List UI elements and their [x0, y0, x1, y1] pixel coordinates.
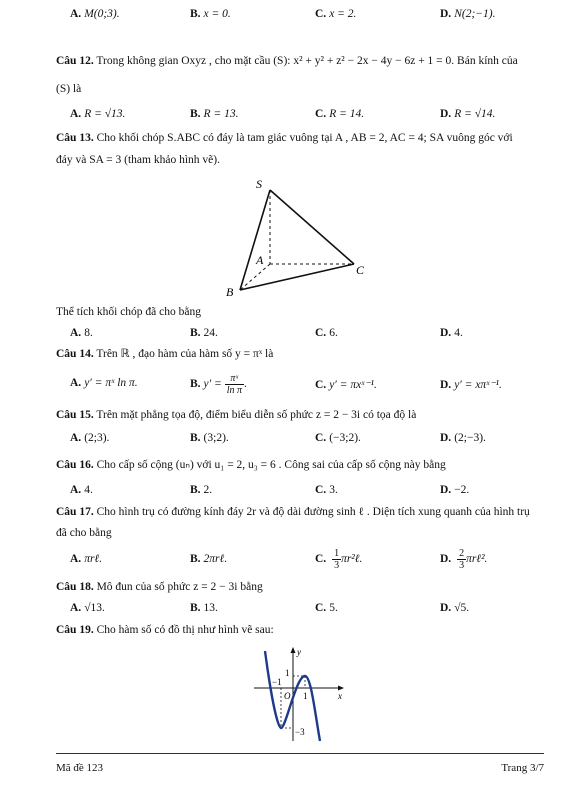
q12-options: [0, 108, 566, 126]
q14-option-b[interactable]: B. y′ = $\frac{\text{πˣ}}{\text{ln π}}$ .: [190, 373, 247, 396]
label-minus-one: −1: [272, 677, 282, 687]
q12-text: Trong không gian Oxyz , cho mặt cầu (S): x² + y² + z² − 2x − 4y − 6z + 1 = 0. Bán kính của: [96, 55, 518, 67]
q15-option-d[interactable]: D. (2;−3).: [440, 432, 486, 444]
q12-option-b[interactable]: B. R = 13.: [190, 108, 239, 120]
q17-d-fraction: $\frac{2}{3}$: [459, 548, 465, 571]
q16-label: Câu 16.: [56, 459, 94, 471]
q11-options: [0, 8, 566, 26]
q13-options: [0, 327, 566, 345]
q13-text-cont: đáy và SA = 3 (tham khảo hình vẽ).: [56, 154, 220, 166]
vertex-c: C: [356, 263, 365, 277]
q19-text: Cho hàm số có đồ thị như hình vẽ sau:: [96, 624, 274, 636]
q18-stem: [56, 577, 546, 598]
q13-option-b[interactable]: B. 24.: [190, 327, 218, 339]
q17-options: [0, 548, 566, 576]
q16-text: Cho cấp số cộng (uₙ) với u₁ = 2, u₃ = 6 . Công sai của cấp số cộng này bằng: [96, 459, 446, 471]
q18-option-b[interactable]: B. 13.: [190, 602, 218, 614]
q12-option-d[interactable]: D. R = √14.: [440, 108, 496, 120]
q18-option-d[interactable]: D. √5.: [440, 602, 470, 614]
q12-text-cont: (S) là: [56, 83, 82, 95]
q17-option-a[interactable]: A. πrℓ.: [70, 553, 103, 565]
q16-option-c[interactable]: C. 3.: [315, 484, 338, 496]
q13-option-a[interactable]: A. 8.: [70, 327, 93, 339]
exam-code: Mã đề 123: [56, 762, 104, 774]
q17-stem-cont: [56, 523, 546, 544]
edge-bc: [240, 264, 354, 290]
q18-option-c[interactable]: C. 5.: [315, 602, 338, 614]
q11-option-a[interactable]: A. M(0;3).: [70, 8, 120, 20]
q15-label: Câu 15.: [56, 409, 94, 421]
q17-c-fraction: $\frac{1}{3}$: [334, 548, 340, 571]
q15-option-a[interactable]: A. (2;3).: [70, 432, 110, 444]
q13-option-d[interactable]: D. 4.: [440, 327, 463, 339]
q13-text-question: Thể tích khối chóp đã cho bằng: [56, 306, 201, 318]
q12-option-a[interactable]: A. R = √13.: [70, 108, 126, 120]
q15-stem: [56, 405, 546, 426]
page-footer: [56, 753, 544, 774]
label-minus-three: −3: [295, 727, 305, 737]
edge-sc: [270, 190, 354, 264]
q17-option-c[interactable]: C. $\frac{1}{3}$ πr²ℓ.: [315, 548, 363, 571]
q14-option-c[interactable]: C. y′ = πxˣ⁻¹.: [315, 379, 377, 391]
q13-question: [56, 302, 546, 323]
q14-stem: [56, 344, 546, 365]
q14-b-fraction: $\frac{\text{πˣ}}{\text{ln π}}$: [226, 373, 242, 396]
q12-option-c[interactable]: C. R = 14.: [315, 108, 365, 120]
q17-stem: [56, 502, 546, 523]
q19-stem: [56, 620, 546, 641]
q17-option-d[interactable]: D. $\frac{2}{3}$ πrℓ².: [440, 548, 488, 571]
q18-label: Câu 18.: [56, 581, 94, 593]
q14-text: Trên ℝ , đạo hàm của hàm số y = πˣ là: [96, 348, 274, 360]
q19-label: Câu 19.: [56, 624, 94, 636]
vertex-a: A: [256, 253, 264, 267]
q15-option-c[interactable]: C. (−3;2).: [315, 432, 361, 444]
q18-options: [0, 602, 566, 620]
q12-stem-cont: [56, 79, 546, 100]
label-origin: O: [284, 691, 291, 701]
label-one-x: 1: [303, 691, 308, 701]
page-number: Trang 3/7: [501, 762, 544, 774]
edge-sb: [240, 190, 270, 290]
label-x: x: [338, 691, 342, 701]
q11-option-d[interactable]: D. N(2;−1).: [440, 8, 496, 20]
q16-options: [0, 484, 566, 502]
y-axis-arrow: [291, 647, 296, 653]
q14-label: Câu 14.: [56, 348, 94, 360]
q14-options: [0, 373, 566, 401]
q16-option-d[interactable]: D. −2.: [440, 484, 470, 496]
q14-option-d[interactable]: D. y′ = xπˣ⁻¹.: [440, 379, 502, 391]
vertex-b: B: [226, 285, 234, 299]
q16-stem: [56, 455, 546, 476]
q13-text: Cho khối chóp S.ABC có đáy là tam giác vuông tại A , AB = 2, AC = 4; SA vuông góc với: [96, 132, 513, 144]
label-y: y: [297, 647, 301, 657]
q15-text: Trên mặt phẳng tọa độ, điểm biểu diễn số phức z = 2 − 3i có tọa độ là: [96, 409, 417, 421]
q17-label: Câu 17.: [56, 506, 94, 518]
q16-option-a[interactable]: A. 4.: [70, 484, 93, 496]
q15-options: [0, 432, 566, 450]
q14-option-a[interactable]: A. y′ = πˣ ln π.: [70, 377, 138, 389]
q17-option-b[interactable]: B. 2πrℓ.: [190, 553, 228, 565]
q13-stem-cont: [56, 150, 546, 171]
label-one-y: 1: [285, 668, 290, 678]
q17-text-cont: đã cho bằng: [56, 527, 112, 539]
cubic-graph-figure: [248, 643, 348, 743]
q16-option-b[interactable]: B. 2.: [190, 484, 213, 496]
pyramid-figure: [222, 172, 382, 302]
q11-option-b[interactable]: B. x = 0.: [190, 8, 231, 20]
q11-option-c[interactable]: C. x = 2.: [315, 8, 357, 20]
q12-label: Câu 12.: [56, 55, 94, 67]
q15-option-b[interactable]: B. (3;2).: [190, 432, 229, 444]
q13-label: Câu 13.: [56, 132, 94, 144]
q18-text: Mô đun của số phức z = 2 − 3i bằng: [96, 581, 263, 593]
q13-stem: [56, 128, 546, 149]
q17-text: Cho hình trụ có đường kính đáy 2r và độ dài đường sinh ℓ . Diện tích xung quanh của hình trụ: [96, 506, 530, 518]
q12-stem: [56, 51, 546, 72]
q13-option-c[interactable]: C. 6.: [315, 327, 338, 339]
q18-option-a[interactable]: A. √13.: [70, 602, 105, 614]
x-axis-arrow: [338, 686, 344, 691]
vertex-s: S: [256, 177, 262, 191]
